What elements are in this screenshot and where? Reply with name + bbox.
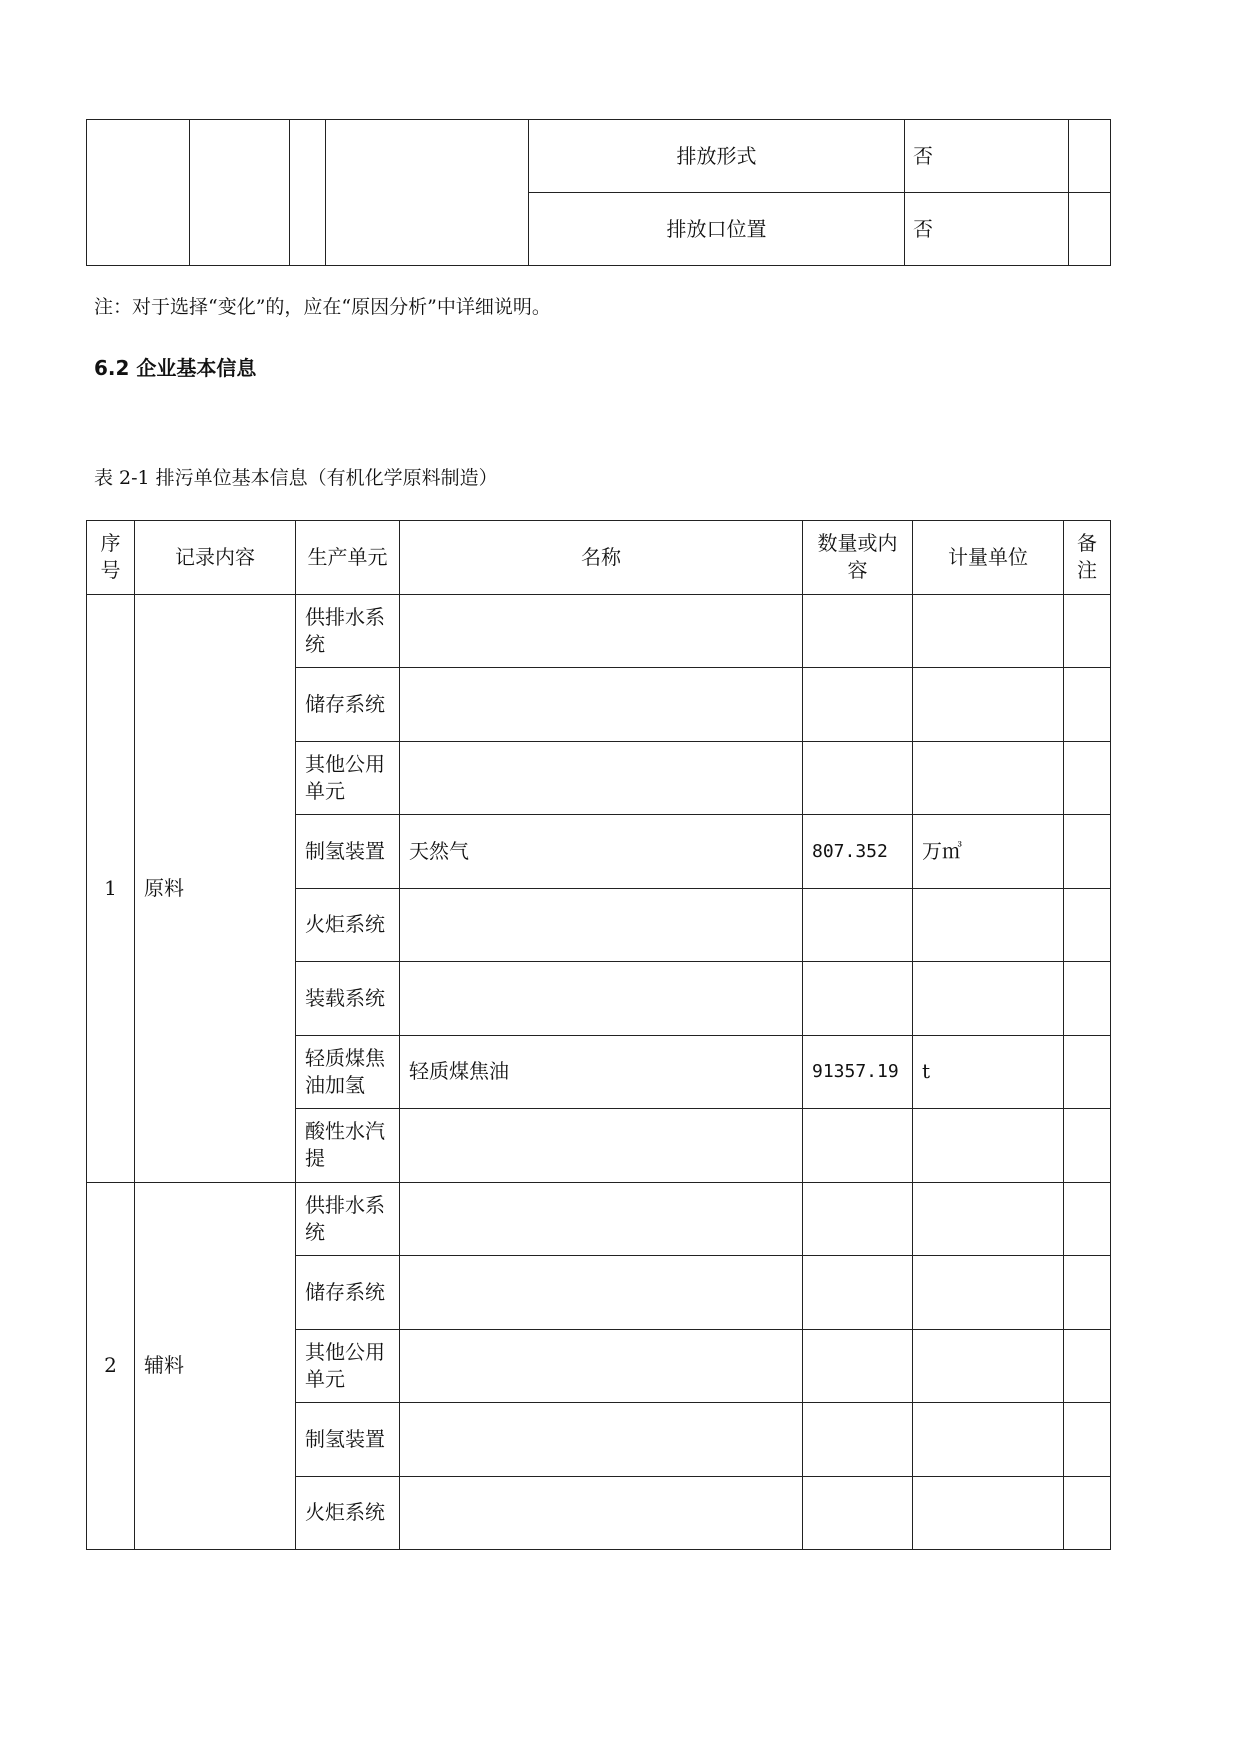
remark-cell: [1064, 1476, 1111, 1550]
measure-cell: [913, 594, 1064, 668]
remark-cell: [1064, 815, 1111, 889]
remark-cell: [1064, 594, 1111, 668]
qty-cell: 807.352: [803, 815, 913, 889]
unit-cell: 供排水系统: [296, 594, 400, 668]
value-cell: 否: [905, 120, 1069, 193]
unit-cell: 制氢装置: [296, 815, 400, 889]
measure-cell: [913, 1403, 1064, 1477]
unit-cell: 装载系统: [296, 962, 400, 1036]
name-cell: 天然气: [400, 815, 803, 889]
table-note: 注：对于选择“变化”的，应在“原因分析”中详细说明。: [94, 296, 551, 318]
qty-cell: [803, 1182, 913, 1256]
header-name: 名称: [400, 521, 803, 595]
header-measure: 计量单位: [913, 521, 1064, 595]
qty-cell: [803, 1476, 913, 1550]
name-cell: [400, 1329, 803, 1403]
content-cell: 原料: [135, 594, 296, 1182]
name-cell: [400, 1109, 803, 1183]
remark-cell: [1064, 1329, 1111, 1403]
qty-cell: [803, 594, 913, 668]
name-cell: [400, 741, 803, 815]
remark-cell: [1064, 1182, 1111, 1256]
name-cell: [400, 962, 803, 1036]
unit-cell: 供排水系统: [296, 1182, 400, 1256]
table-row: [87, 594, 1111, 668]
item-cell: 排放口位置: [529, 193, 905, 266]
name-cell: [400, 668, 803, 742]
seq-cell: 1: [87, 594, 135, 1182]
qty-cell: [803, 1256, 913, 1330]
remark-cell: [1064, 741, 1111, 815]
name-cell: [400, 888, 803, 962]
remark-cell: [1064, 1403, 1111, 1477]
measure-cell: [913, 1476, 1064, 1550]
table-caption: 表 2-1 排污单位基本信息（有机化学原料制造）: [94, 467, 498, 489]
measure-cell: [913, 888, 1064, 962]
unit-cell: 轻质煤焦油加氢: [296, 1035, 400, 1109]
seq-cell: 2: [87, 1182, 135, 1550]
measure-cell: [913, 962, 1064, 1036]
section-heading: 6.2 企业基本信息: [94, 356, 257, 380]
unit-cell: 火炬系统: [296, 888, 400, 962]
header-qty: 数量或内容: [803, 521, 913, 595]
qty-cell: [803, 668, 913, 742]
measure-cell: 万㎥: [913, 815, 1064, 889]
remark-cell: [1064, 1109, 1111, 1183]
basic-info-table: [86, 520, 1111, 1550]
value-cell: 否: [905, 193, 1069, 266]
name-cell: [400, 1403, 803, 1477]
name-cell: [400, 594, 803, 668]
measure-cell: [913, 1109, 1064, 1183]
remark-cell: [1064, 1035, 1111, 1109]
unit-cell: 制氢装置: [296, 1403, 400, 1477]
header-content: 记录内容: [135, 521, 296, 595]
qty-cell: [803, 888, 913, 962]
qty-cell: [803, 1109, 913, 1183]
qty-cell: [803, 962, 913, 1036]
remark-cell: [1064, 1256, 1111, 1330]
unit-cell: 酸性水汽提: [296, 1109, 400, 1183]
measure-cell: [913, 1182, 1064, 1256]
table-row: [87, 120, 1111, 193]
qty-cell: [803, 1403, 913, 1477]
item-cell: 排放形式: [529, 120, 905, 193]
measure-cell: [913, 668, 1064, 742]
header-seq: 序号: [87, 521, 135, 595]
measure-cell: t: [913, 1035, 1064, 1109]
header-remark: 备注: [1064, 521, 1111, 595]
qty-cell: [803, 741, 913, 815]
measure-cell: [913, 1329, 1064, 1403]
content-cell: 辅料: [135, 1182, 296, 1550]
name-cell: [400, 1182, 803, 1256]
name-cell: [400, 1476, 803, 1550]
emission-change-table: [86, 119, 1111, 266]
unit-cell: 储存系统: [296, 1256, 400, 1330]
unit-cell: 其他公用单元: [296, 1329, 400, 1403]
header-row: [87, 521, 1111, 595]
table-row: [87, 1182, 1111, 1256]
remark-cell: [1064, 668, 1111, 742]
unit-cell: 其他公用单元: [296, 741, 400, 815]
name-cell: 轻质煤焦油: [400, 1035, 803, 1109]
name-cell: [400, 1256, 803, 1330]
header-unit: 生产单元: [296, 521, 400, 595]
measure-cell: [913, 741, 1064, 815]
measure-cell: [913, 1256, 1064, 1330]
remark-cell: [1064, 962, 1111, 1036]
qty-cell: [803, 1329, 913, 1403]
unit-cell: 火炬系统: [296, 1476, 400, 1550]
remark-cell: [1064, 888, 1111, 962]
unit-cell: 储存系统: [296, 668, 400, 742]
qty-cell: 91357.19: [803, 1035, 913, 1109]
